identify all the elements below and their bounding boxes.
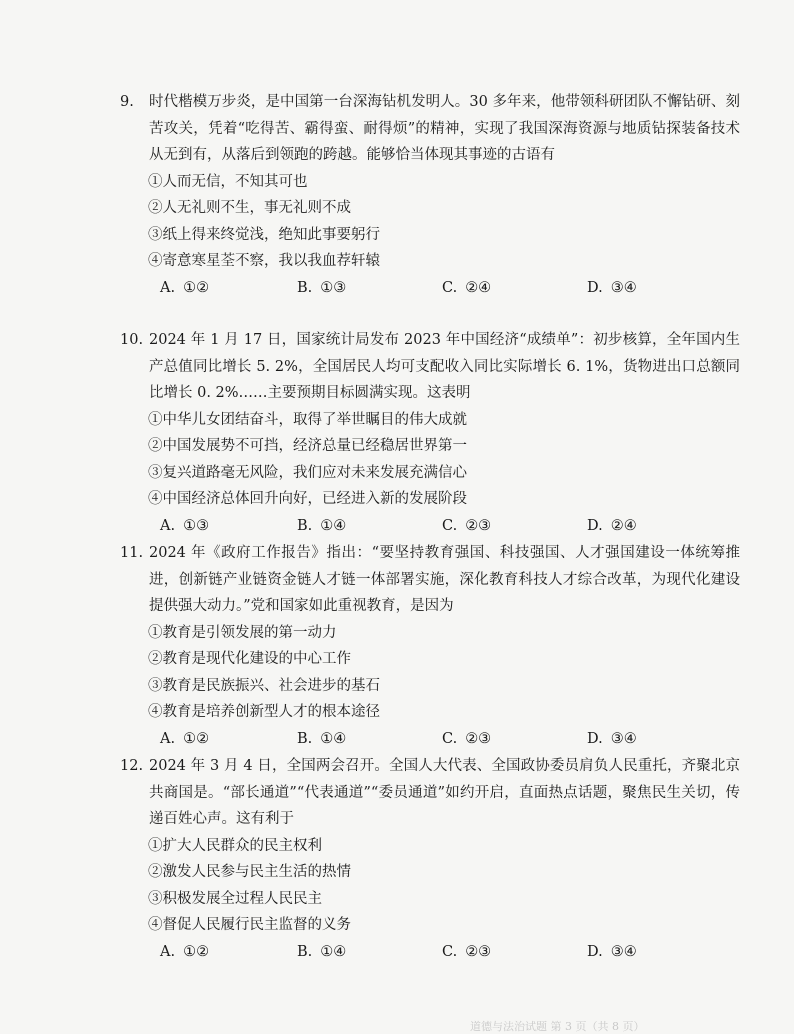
question-number: 9.	[120, 94, 134, 110]
option-b[interactable]: B. ①④	[297, 943, 347, 960]
option-b[interactable]: B. ①③	[297, 279, 347, 296]
option-d[interactable]: D. ③④	[587, 730, 637, 747]
option-a[interactable]: A. ①③	[160, 517, 210, 534]
question-9	[120, 89, 740, 301]
question-number: 11.	[120, 545, 144, 561]
statement-1: ①教育是引领发展的第一动力	[148, 624, 337, 641]
question-stem	[120, 327, 740, 407]
answer-options	[120, 513, 740, 540]
statement-4: ④中国经济总体回升向好，已经进入新的发展阶段	[148, 491, 467, 507]
option-a[interactable]: A. ①②	[160, 943, 210, 960]
option-c[interactable]: C. ②③	[442, 730, 492, 747]
option-c[interactable]: C. ②④	[442, 279, 492, 296]
question-text: 时代楷模万步炎，是中国第一台深海钻机发明人。30 多年来，他带领科研团队不懈钻研、刻苦攻关，凭着“吃得苦、霸得蛮、耐得烦”的精神，实现了我国深海资源与地质钻探装备技术从无到有，从落后到领跑的跨越。能够恰当体现其事迹的古语有	[149, 94, 740, 163]
option-b[interactable]: B. ①④	[297, 730, 347, 747]
question-number: 12.	[120, 758, 144, 774]
statement-4: ④寄意寒星荃不察，我以我血荐轩辕	[148, 253, 380, 269]
option-d[interactable]: D. ③④	[587, 279, 637, 296]
statement-2: ②激发人民参与民主生活的热情	[148, 864, 351, 880]
option-c[interactable]: C. ②③	[442, 943, 492, 960]
question-text: 2024 年 1 月 17 日，国家统计局发布 2023 年中国经济“成绩单”：初步核算，全年国内生产总值同比增长 5. 2%，全国居民人均可支配收入同比实际增长 6. 1%，货物进出口总额同比增长 0. 2%……主要预期目标圆满实现。这表明	[149, 332, 740, 401]
statement-3: ③教育是民族振兴、社会进步的基石	[148, 677, 380, 694]
statement-1: ①扩大人民群众的民主权利	[148, 837, 322, 854]
option-a[interactable]: A. ①②	[160, 279, 210, 296]
question-stem	[120, 89, 740, 169]
question-11	[120, 540, 740, 752]
statement-2: ②人无礼则不生，事无礼则不成	[148, 200, 351, 216]
statement-2: ②教育是现代化建设的中心工作	[148, 651, 351, 667]
answer-options	[120, 939, 740, 966]
question-stem	[120, 540, 740, 620]
question-12	[120, 753, 740, 965]
question-number: 10.	[120, 332, 144, 348]
statement-1: ①人而无信，不知其可也	[148, 173, 308, 190]
answer-options	[120, 726, 740, 753]
statement-4: ④督促人民履行民主监督的义务	[148, 917, 351, 933]
statement-4: ④教育是培养创新型人才的根本途径	[148, 704, 380, 720]
statement-3: ③复兴道路毫无风险，我们应对未来发展充满信心	[148, 464, 467, 481]
statement-2: ②中国发展势不可挡，经济总量已经稳居世界第一	[148, 438, 467, 454]
question-text: 2024 年《政府工作报告》指出：“要坚持教育强国、科技强国、人才强国建设一体统筹推进，创新链产业链资金链人才链一体部署实施，深化教育科技人才综合改革，为现代化建设提供强大动力。”党和国家如此重视教育，是因为	[149, 545, 740, 614]
statement-1: ①中华儿女团结奋斗，取得了举世瞩目的伟大成就	[148, 411, 467, 428]
statement-3: ③纸上得来终觉浅，绝知此事要躬行	[148, 226, 380, 243]
page-footer: 道德与法治试题 第 3 页（共 8 页）	[470, 1020, 645, 1033]
option-b[interactable]: B. ①④	[297, 517, 347, 534]
question-text: 2024 年 3 月 4 日，全国两会召开。全国人大代表、全国政协委员肩负人民重托，齐聚北京共商国是。“部长通道”“代表通道”“委员通道”如约开启，直面热点话题，聚焦民生关切，传递百姓心声。这有利于	[149, 758, 740, 827]
question-10	[120, 327, 740, 539]
option-d[interactable]: D. ③④	[587, 943, 637, 960]
answer-options	[120, 275, 740, 302]
option-d[interactable]: D. ②④	[587, 517, 637, 534]
option-a[interactable]: A. ①②	[160, 730, 210, 747]
question-stem	[120, 753, 740, 833]
option-c[interactable]: C. ②③	[442, 517, 492, 534]
statement-3: ③积极发展全过程人民民主	[148, 890, 322, 907]
